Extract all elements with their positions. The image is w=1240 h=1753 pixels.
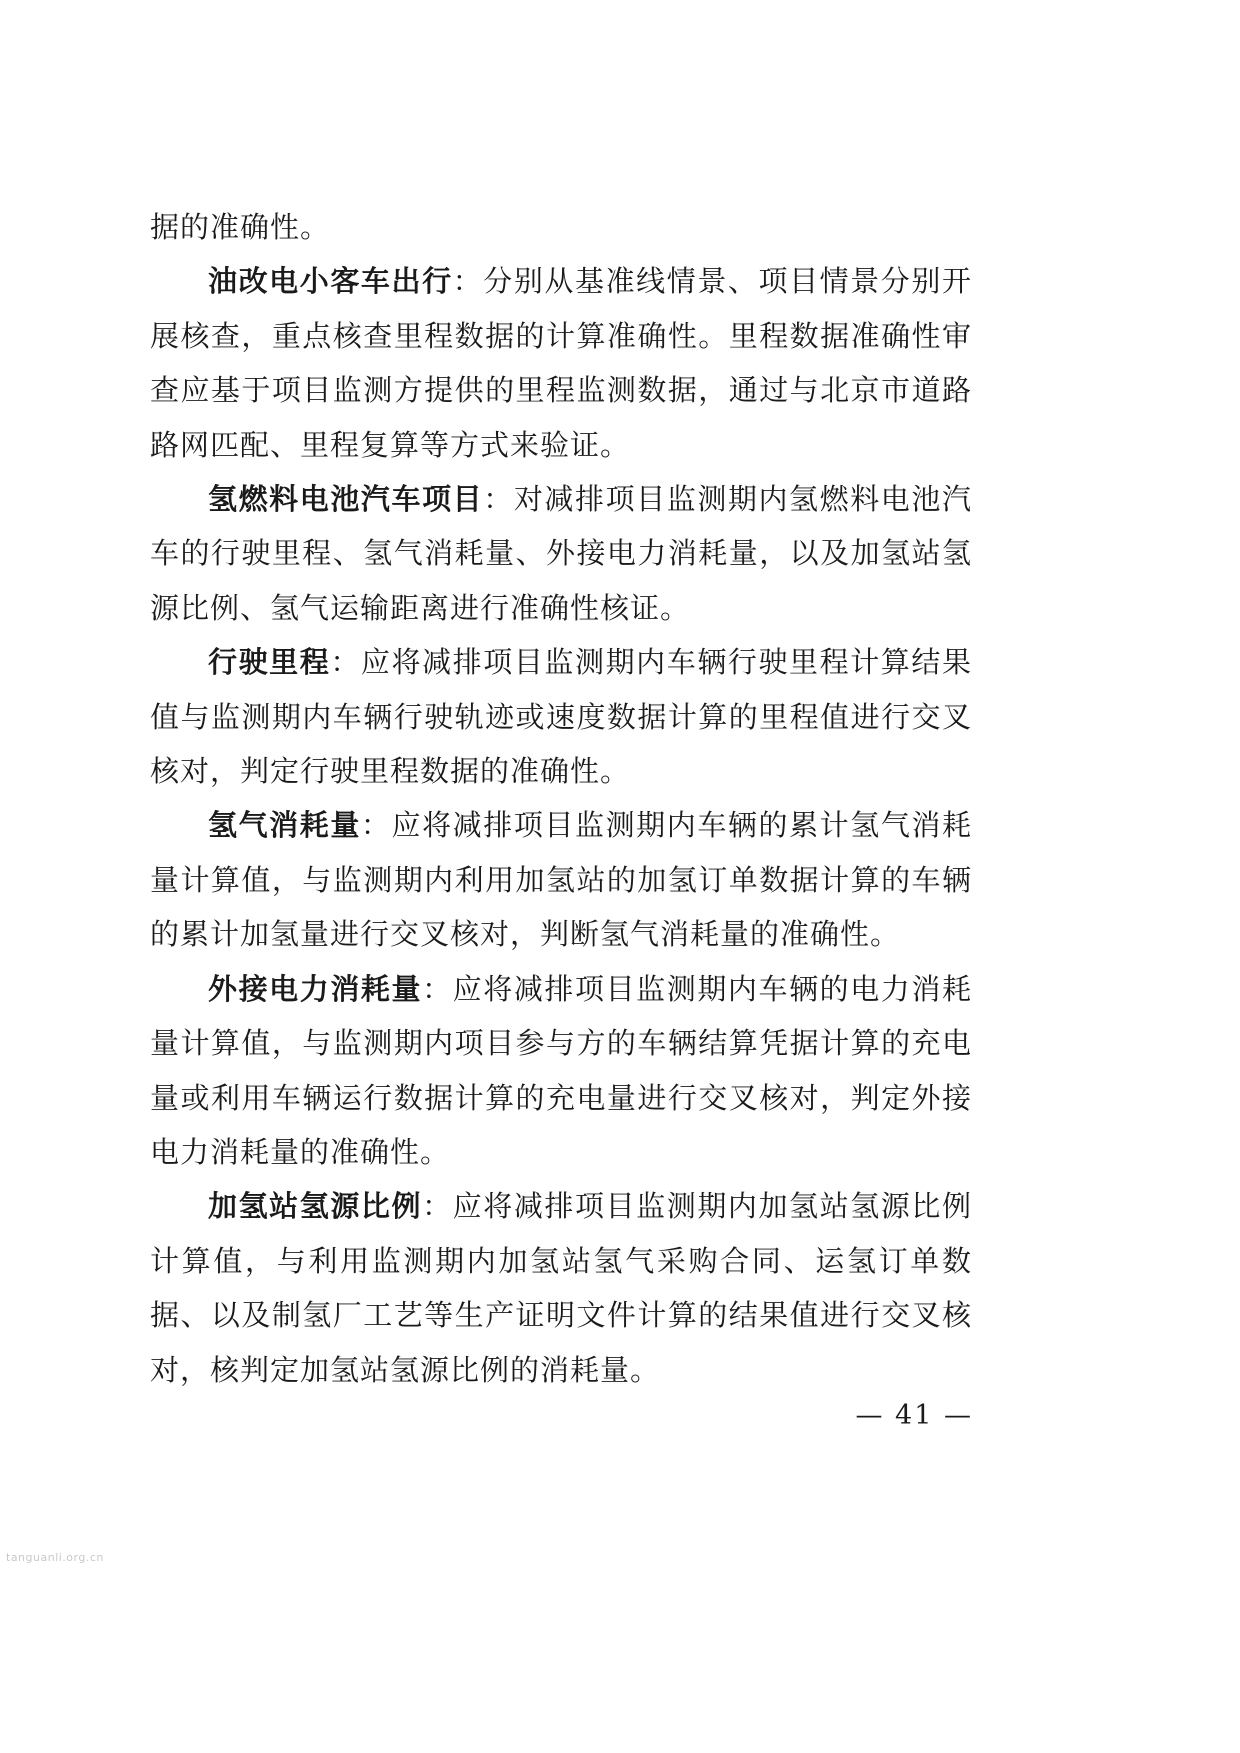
paragraph-heading: 外接电力消耗量 xyxy=(208,971,423,1006)
heading-separator: ： xyxy=(452,264,484,299)
continuation-paragraph xyxy=(150,200,972,254)
body-text xyxy=(150,200,972,1397)
paragraph-body: 分别从基准线情景、项目情景分别开展核查，重点核查里程数据的计算准确性。里程数据准确性审查应基于项目监测方提供的里程监测数据，通过与北京市道路路网匹配、里程复算等方式来验证。 xyxy=(150,264,972,462)
paragraph-body: 应将减排项目监测期内车辆的累计氢气消耗量计算值，与监测期内利用加氢站的加氢订单数据计算的车辆的累计加氢量进行交叉核对，判断氢气消耗量的准确性。 xyxy=(150,808,972,952)
heading-separator: ： xyxy=(422,971,453,1006)
watermark: tanguanli.org.cn xyxy=(6,1551,104,1564)
paragraph-hydrogen-vehicle xyxy=(150,472,972,635)
paragraph-body: 对减排项目监测期内氢燃料电池汽车的行驶里程、氢气消耗量、外接电力消耗量，以及加氢站氢源比例、氢气运输距离进行准确性核证。 xyxy=(150,482,972,625)
paragraph-hydrogen-consumption xyxy=(150,798,972,961)
heading-separator: ： xyxy=(483,482,514,517)
paragraph-hydrogen-source-ratio xyxy=(150,1179,972,1397)
paragraph-heading: 油改电小客车出行 xyxy=(208,264,453,299)
paragraph-heading: 行驶里程 xyxy=(208,645,331,680)
paragraph-body: 应将减排项目监测期内车辆的电力消耗量计算值，与监测期内项目参与方的车辆结算凭据计算的充电量或利用车辆运行数据计算的充电量进行交叉核对，判定外接电力消耗量的准确性。 xyxy=(150,971,972,1169)
continuation-text: 据的准确性。 xyxy=(150,210,331,244)
page-number: — 41 — xyxy=(855,1400,973,1431)
paragraph-mileage xyxy=(150,635,972,798)
paragraph-heading: 氢气消耗量 xyxy=(208,808,361,843)
heading-separator: ： xyxy=(422,1189,453,1224)
paragraph-ev-taxi xyxy=(150,254,972,472)
paragraph-electricity-consumption xyxy=(150,962,972,1180)
paragraph-heading: 加氢站氢源比例 xyxy=(208,1189,423,1224)
paragraph-heading: 氢燃料电池汽车项目 xyxy=(208,482,484,517)
paragraph-body: 应将减排项目监测期内加氢站氢源比例计算值，与利用监测期内加氢站氢气采购合同、运氢订单数据、以及制氢厂工艺等生产证明文件计算的结果值进行交叉核对，核判定加氢站氢源比例的消耗量。 xyxy=(150,1189,972,1387)
heading-separator: ： xyxy=(360,808,392,843)
paragraph-body: 应将减排项目监测期内车辆行驶里程计算结果值与监测期内车辆行驶轨迹或速度数据计算的里程值进行交叉核对，判定行驶里程数据的准确性。 xyxy=(150,645,972,789)
heading-separator: ： xyxy=(330,645,361,680)
